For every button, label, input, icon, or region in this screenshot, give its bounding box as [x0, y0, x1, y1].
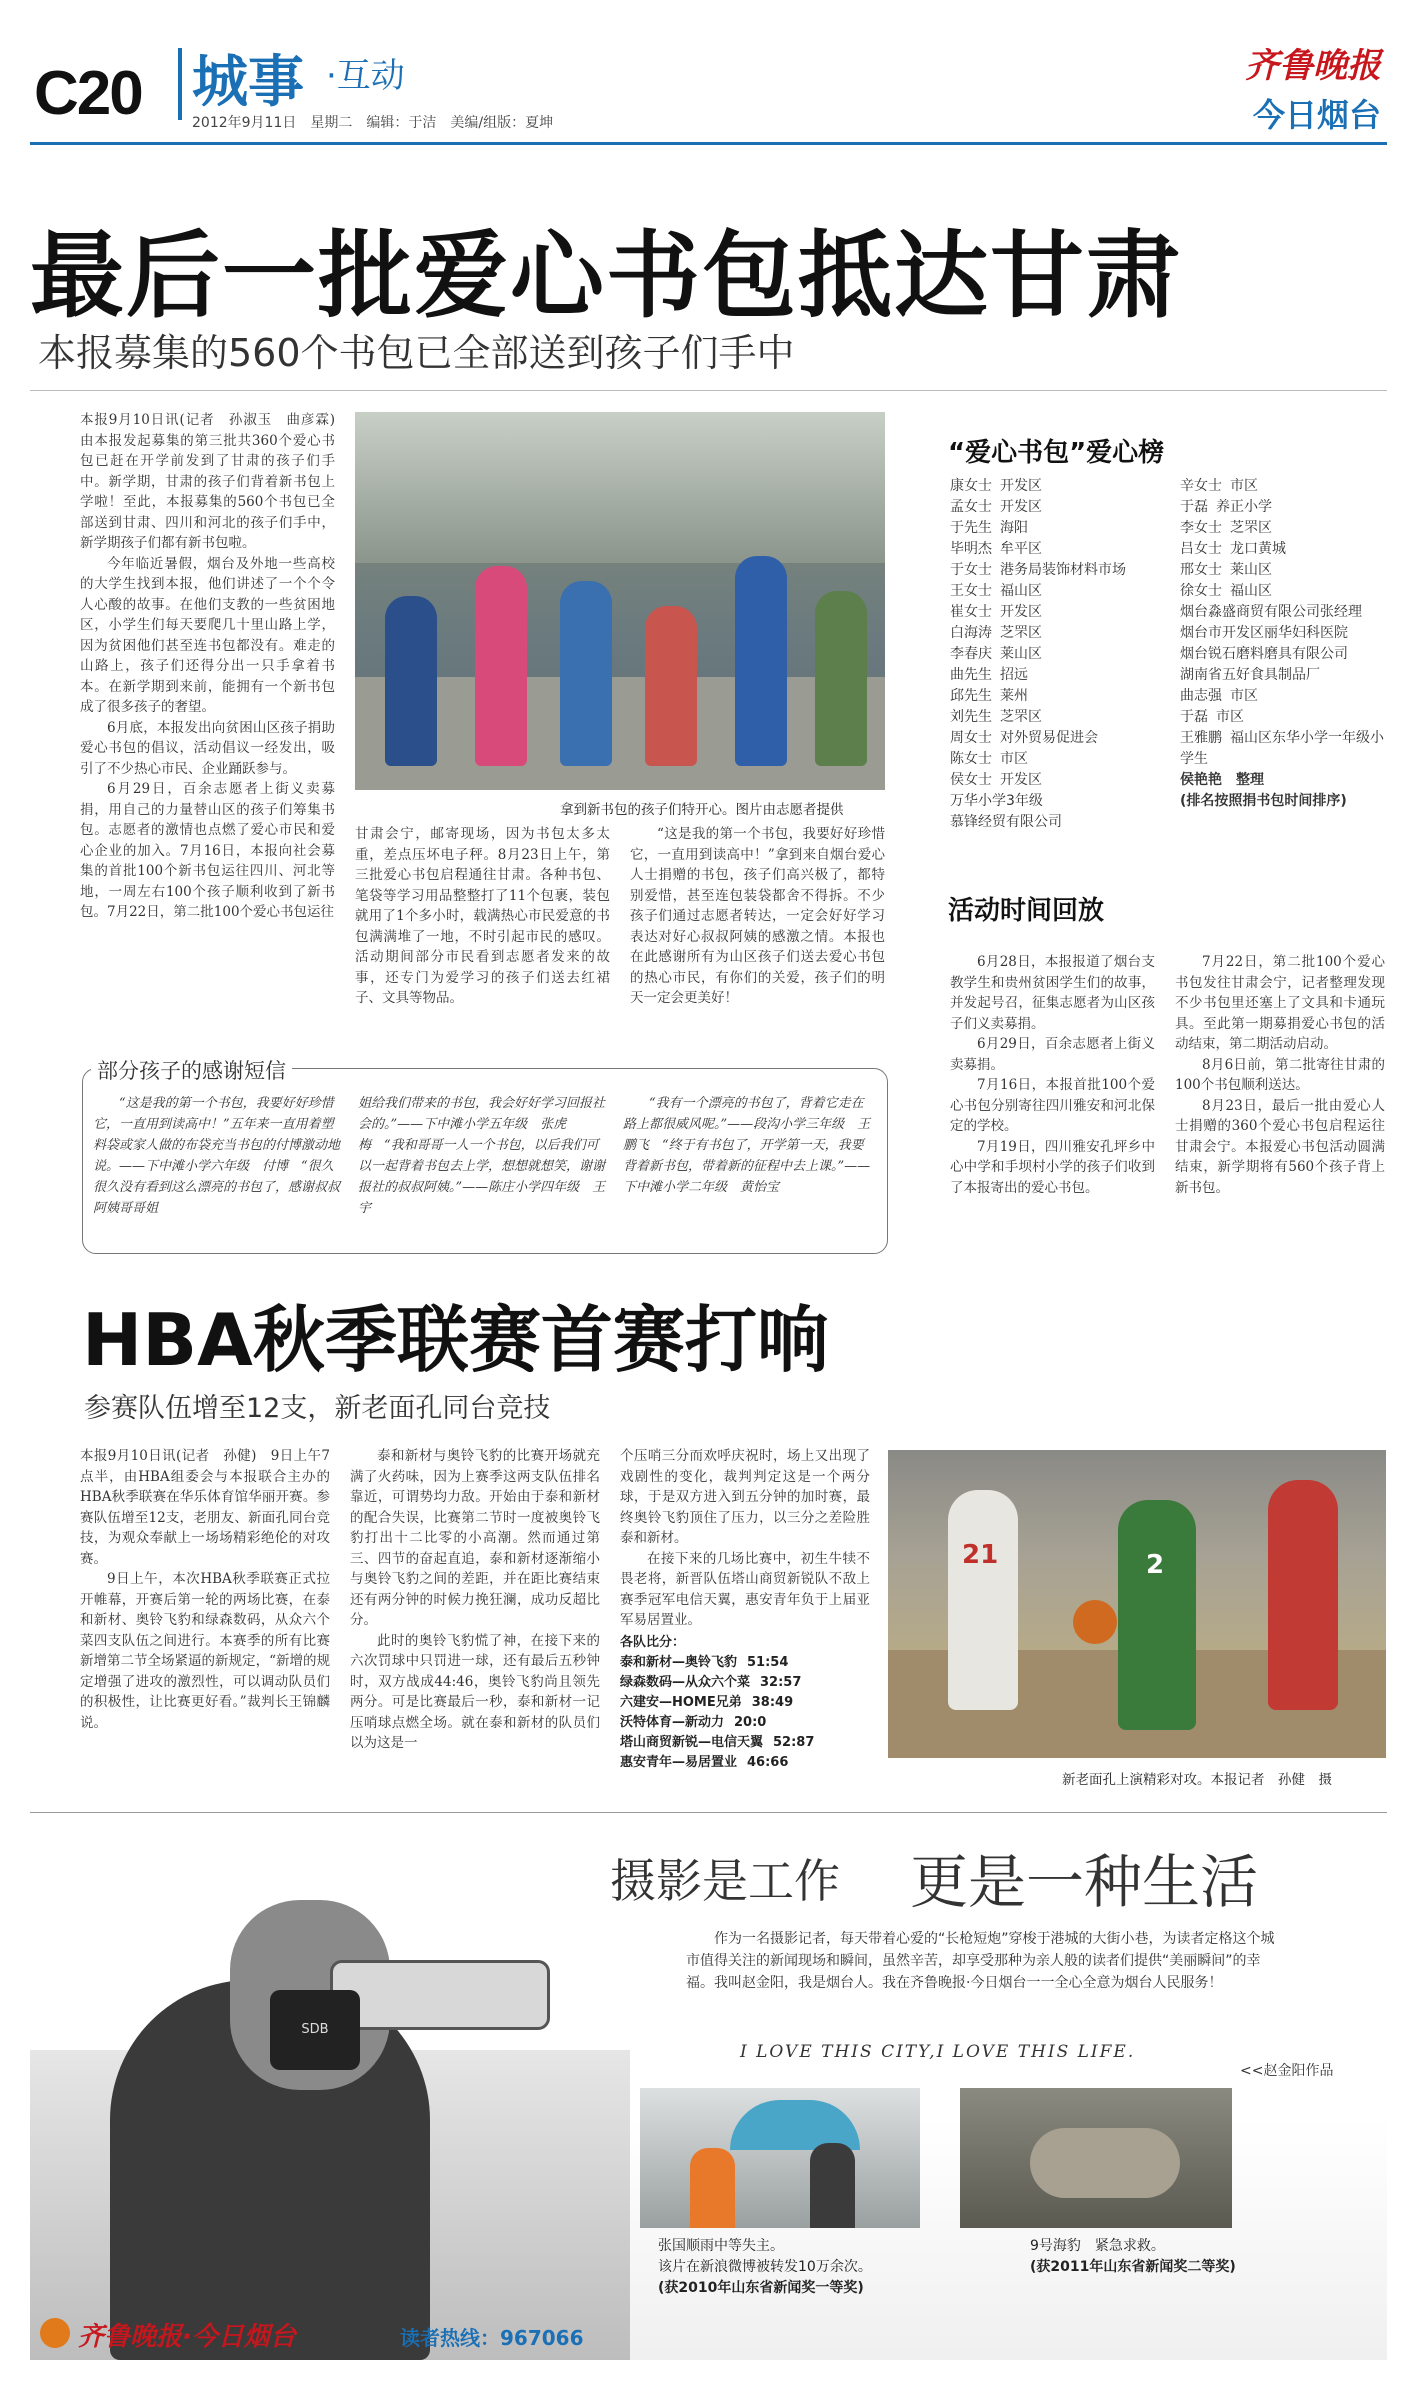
score-row [620, 1653, 870, 1673]
donor-row [950, 770, 1160, 791]
donor-location: 市区 [1216, 709, 1244, 725]
donor-location: 福山区 [1000, 583, 1042, 599]
score-teams: 沃特体育—新动力 [620, 1714, 725, 1730]
story2-para: 在接下来的几场比赛中，初生牛犊不畏老将，新晋队伍塔山商贸新锐队不敌上赛季冠军电信天翼，惠安青年负于上届亚军易居置业。 [620, 1550, 870, 1628]
children-photo-caption: 拿到新书包的孩子们特开心。图片由志愿者提供 [560, 802, 844, 818]
donor-row [1180, 686, 1390, 707]
score-teams: 塔山商贸新锐—电信天翼 [620, 1734, 764, 1750]
donor-row [1180, 644, 1390, 665]
donor-row [950, 560, 1160, 581]
donor-name: 曲先生 [950, 667, 992, 683]
donor-name: 邢女士 [1180, 562, 1222, 578]
donor-row [950, 749, 1160, 770]
story2-headline: HBA秋季联赛首赛打响 [82, 1298, 829, 1382]
score-value: 20:0 [734, 1714, 767, 1730]
story2-para: 此时的奥铃飞豹慌了神，在接下来的六次罚球中只罚进一球，还有最后五秒钟时，双方战成44:46，奥铃飞豹尚且领先两分。可是比赛最后一秒，泰和新材一记压哨球点燃全场。就在泰和新材的队员们以为这是一 [350, 1632, 600, 1751]
rain-caption [658, 2236, 872, 2299]
donor-name: 曲志强 [1180, 688, 1222, 704]
header-rule [30, 142, 1387, 145]
timeline-entry: 7月16日，本报首批100个爱心书包分别寄往四川雅安和河北保定的学校。 [950, 1077, 1155, 1134]
donor-row [950, 623, 1160, 644]
section-title: 城事 [192, 50, 304, 115]
header-divider [178, 48, 182, 120]
timeline-entry: 6月28日，本报报道了烟台支教学生和贵州贫困学生们的故事，并发起号召，征集志愿者为山区孩子们义卖募捐。 [950, 954, 1155, 1032]
donor-location: 芝罘区 [1230, 520, 1272, 536]
donor-row [950, 476, 1160, 497]
timeline-col-2 [1175, 952, 1385, 1198]
score-row [620, 1693, 870, 1713]
donor-name: 烟台市开发区丽华妇科医院 [1180, 625, 1348, 641]
thanks-message: 姐给我们带来的书包，我会好好学习回报社会的。”——下中滩小学五年级 张虎梅 “我和哥哥一人一个书包，以后我们可以一起背着书包去上学，想想就想笑，谢谢报社的叔叔阿姨。”——陈庄小学四年级 王宇 [358, 1096, 606, 1216]
donor-name: 于女士 [950, 562, 992, 578]
score-row [620, 1673, 870, 1693]
donor-location: 福山区 [1230, 583, 1272, 599]
story2-para: 9日上午，本次HBA秋季联赛正式拉开帷幕，开赛后第一轮的两场比赛，在泰和新材、奥铃飞豹和绿森数码，从众六个菜四支队伍之间进行。本赛季的所有比赛新增第二节全场紧逼的新规定，“新增的规定增强了进攻的激烈性，可以调动队员们的积极性，让比赛更好看。”裁判长王锦麟说。 [80, 1571, 330, 1731]
donors-note: (排名按照捐书包时间排序) [1180, 793, 1347, 809]
thanks-message: “我有一个漂亮的书包了，背着它走在路上都很威风呢。”——段沟小学三年级 王鹏飞 “终于有书包了，开学第一天，我要背着新书包，带着新的征程中去上课。”——下中滩小学二年级 黄怡宝 [623, 1096, 871, 1195]
donor-name: 徐女士 [1180, 583, 1222, 599]
donor-name: 于先生 [950, 520, 992, 536]
children-photo [355, 412, 885, 790]
score-row [620, 1753, 870, 1773]
donor-name: 邱先生 [950, 688, 992, 704]
story2-para: 泰和新材与奥铃飞豹的比赛开场就充满了火药味，因为上赛季这两支队伍排名靠近，可谓势均力敌。开始由于泰和新材的配合失误，比赛第二节时一度被奥铃飞豹打出十二比零的小高潮。然而通过第三、四节的奋起直追，泰和新材逐渐缩小与奥铃飞豹之间的差距，并在距比赛结束还有两分钟的时候力挽狂澜，成功反超比分。 [350, 1448, 600, 1628]
seal-caption-award: (获2011年山东省新闻奖二等奖) [1030, 2259, 1236, 2275]
donor-row [1180, 623, 1390, 644]
donor-location: 市区 [1230, 688, 1258, 704]
score-teams: 绿森数码—从众六个菜 [620, 1674, 751, 1690]
promo-credit: <<赵金阳作品 [1240, 2063, 1334, 2079]
donor-row [950, 707, 1160, 728]
score-value: 52:87 [773, 1734, 815, 1750]
donors-right [1180, 476, 1390, 812]
rain-caption-line: 张国顺雨中等失主。 [658, 2238, 784, 2254]
score-row [620, 1713, 870, 1733]
donor-name: 于磊 [1180, 499, 1208, 515]
donor-name: 侯女士 [950, 772, 992, 788]
score-row [620, 1733, 870, 1753]
story1-para: 甘肃会宁，邮寄现场，因为书包太多太重，差点压坏电子秤。8月23日上午，第三批爱心书包启程通往甘肃。各种书包、笔袋等学习用品整整打了11个包裹，装包就用了1个多小时，载满热心市民爱意的书包满满堆了一地，不时引起市民的感叹。活动期间部分市民看到志愿者发来的故事，还专门为爱学习的孩子们送去红裙子、文具等物品。 [355, 826, 610, 1006]
jersey-number: 2 [1146, 1550, 1165, 1580]
donor-name: 王女士 [950, 583, 992, 599]
basketball [1073, 1600, 1117, 1644]
promo-rule [30, 1812, 1387, 1813]
story1-para: 本报9月10日讯(记者 孙淑玉 曲彦霖) 由本报发起募集的第三批共360个爱心书包已赶在开学前发到了甘肃的孩子们手中。新学期，甘肃的孩子们背着新书包上学啦！至此，本报募集的560个书包已全部送到甘肃、四川和河北的孩子们手中，新学期孩子们都有新书包啦。 [80, 412, 349, 551]
donor-location: 市区 [1000, 751, 1028, 767]
story2-column-3 [620, 1446, 870, 1773]
score-teams: 泰和新材—奥铃飞豹 [620, 1654, 738, 1670]
score-teams: 惠安青年—易居置业 [620, 1754, 738, 1770]
donor-name: 辛女士 [1180, 478, 1222, 494]
story1-para: 6月29日，百余志愿者上街义卖募捐，用自己的力量替山区的孩子们筹集书包。志愿者的激情也点燃了爱心市民和爱心企业的加入。7月16日，本报向社会募集的首批100个新书包运往四川、河北等地，一周左右100个孩子顺利收到了新书包。7月22日，第二批100个爱心书包运往 [80, 781, 335, 920]
donor-row [950, 812, 1160, 833]
thanks-message: “这是我的第一个书包，我要好好珍惜它，一直用到读高中！”五年来一直用着塑料袋或家人做的布袋充当书包的付博激动地说。——下中滩小学六年级 付博 “很久很久没有看到这么漂亮的书包了，感谢叔叔阿姨哥哥姐 [93, 1096, 341, 1216]
donor-location: 龙口黄城 [1230, 541, 1286, 557]
donor-name: 吕女士 [1180, 541, 1222, 557]
donor-location: 开发区 [1000, 499, 1042, 515]
story1-column-2 [355, 824, 610, 1009]
donor-name: 孟女士 [950, 499, 992, 515]
story1-para: “这是我的第一个书包，我要好好珍惜它，一直用到读高中！”拿到来自烟台爱心人士捐赠的书包，孩子们高兴极了，都特别爱惜，甚至连包装袋都舍不得拆。不少孩子们通过志愿者转达，一定会好好学习表达对好心叔叔阿姨的感激之情。本报也在此感谢所有为山区孩子们送去爱心书包的热心市民，有你们的关爱，孩子们的明天一定会更美好！ [630, 826, 885, 1006]
seal-caption-line: 9号海豹 紧急求救。 [1030, 2238, 1165, 2254]
story2-column-1 [80, 1446, 330, 1733]
camera-lens [330, 1960, 550, 2030]
donor-row [1180, 539, 1390, 560]
donor-location: 莱山区 [1230, 562, 1272, 578]
rain-caption-line: 该片在新浪微博被转发10万余次。 [658, 2259, 872, 2275]
seal-photo [960, 2088, 1232, 2228]
donor-name: 慕锋经贸有限公司 [950, 814, 1062, 830]
donor-name: 崔女士 [950, 604, 992, 620]
newspaper-logo: 齐鲁晚报 [1245, 46, 1381, 86]
basketball-photo-caption: 新老面孔上演精彩对攻。本报记者 孙健 摄 [1062, 1772, 1332, 1788]
timeline-entry: 6月29日，百余志愿者上街义卖募捐。 [950, 1036, 1155, 1073]
reader-hotline: 读者热线：967066 [400, 2326, 584, 2350]
donor-location: 港务局装饰材料市场 [1000, 562, 1126, 578]
donor-location: 牟平区 [1000, 541, 1042, 557]
donor-name: 白海涛 [950, 625, 992, 641]
promo-slogan: I LOVE THIS CITY,I LOVE THIS LIFE. [740, 2042, 1136, 2062]
donor-row [950, 791, 1160, 812]
story1-headline: 最后一批爱心书包抵达甘肃 [30, 222, 1183, 331]
story1-para: 今年临近暑假，烟台及外地一些高校的大学生找到本报，他们讲述了一个个令人心酸的故事。在他们支教的一些贫困地区，小学生们每天要爬几十里山路上学，因为贫困他们甚至连书包都没有。难走的山路上，孩子们还得分出一只手拿着书本。在新学期到来前，能拥有一个新书包成了很多孩子的奢望。 [80, 555, 335, 715]
header-meta: 2012年9月11日 星期二 编辑：于洁 美编/组版：夏坤 [192, 115, 554, 131]
donor-name: 万华小学3年级 [950, 793, 1043, 809]
donor-location: 福山区东华小学一年级小学生 [1180, 730, 1384, 767]
promo-title-2: 更是一种生活 [910, 1848, 1259, 1916]
score-value: 46:66 [747, 1754, 789, 1770]
timeline-col-1 [950, 952, 1155, 1198]
donor-row [1180, 497, 1390, 518]
donor-row [950, 497, 1160, 518]
donor-location: 对外贸易促进会 [1000, 730, 1098, 746]
donor-row [950, 518, 1160, 539]
donor-row [1180, 560, 1390, 581]
thanks-messages-box [82, 1059, 888, 1254]
edition-name: 今日烟台 [1252, 96, 1381, 134]
donor-location: 海阳 [1000, 520, 1028, 536]
scores-title: 各队比分： [620, 1634, 686, 1650]
thanks-messages-title: 部分孩子的感谢短信 [91, 1055, 292, 1085]
donor-row [1180, 728, 1390, 770]
donor-name: 刘先生 [950, 709, 992, 725]
promo-title-1: 摄影是工作 [610, 1854, 840, 1908]
timeline-entry: 7月22日，第二批100个爱心书包发往甘肃会宁，记者整理发现不少书包里还塞上了文具和卡通玩具。至此第一期募捐爱心书包的活动结束，第二期活动启动。 [1175, 954, 1385, 1052]
donor-location: 芝罘区 [1000, 709, 1042, 725]
basketball-photo [888, 1450, 1386, 1758]
seal-caption [1030, 2236, 1236, 2278]
donor-name: 康女士 [950, 478, 992, 494]
rain-photo [640, 2088, 920, 2228]
footer-logo-icon [40, 2318, 70, 2348]
story2-para: 个压哨三分而欢呼庆祝时，场上又出现了戏剧性的变化，裁判判定这是一个两分球，于是双方进入到五分钟的加时赛，最终奥铃飞豹顶住了压力，以三分之差险胜泰和新材。 [620, 1448, 870, 1546]
timeline-entry: 8月6日前，第二批寄往甘肃的100个书包顺利送达。 [1175, 1056, 1385, 1093]
donor-row [950, 644, 1160, 665]
story2-column-2 [350, 1446, 600, 1754]
score-teams: 六建安—HOME兄弟 [620, 1694, 742, 1710]
donor-name: 陈女士 [950, 751, 992, 767]
donor-location: 莱州 [1000, 688, 1028, 704]
donor-row [1180, 602, 1390, 623]
story1-column-3 [630, 824, 885, 1009]
story2-subheadline: 参赛队伍增至12支，新老面孔同台竞技 [84, 1393, 551, 1424]
story1-subheadline: 本报募集的560个书包已全部送到孩子们手中 [38, 331, 795, 375]
donor-location: 莱山区 [1000, 646, 1042, 662]
donor-row [1180, 581, 1390, 602]
donor-name: 周女士 [950, 730, 992, 746]
jersey-number: 21 [962, 1540, 999, 1570]
donor-name: 烟台锐石磨料磨具有限公司 [1180, 646, 1348, 662]
donor-location: 养正小学 [1216, 499, 1272, 515]
donor-row [950, 581, 1160, 602]
camera-body: SDB [270, 1990, 360, 2070]
story1-para: 6月底，本报发出向贫困山区孩子捐助爱心书包的倡议，活动倡议一经发出，吸引了不少热心市民、企业踊跃参与。 [80, 719, 335, 777]
score-value: 51:54 [747, 1654, 789, 1670]
story1-column-1 [80, 410, 349, 923]
timeline-title: 活动时间回放 [948, 896, 1105, 926]
timeline-entry: 7月19日，四川雅安孔坪乡中心中学和手坝村小学的孩子们收到了本报寄出的爱心书包。 [950, 1138, 1155, 1196]
donors-title: “爱心书包”爱心榜 [948, 438, 1165, 468]
story1-rule [30, 390, 1387, 391]
page-number: C20 [34, 59, 142, 128]
score-value: 32:57 [760, 1674, 802, 1690]
donor-name: 李女士 [1180, 520, 1222, 536]
donor-location: 开发区 [1000, 478, 1042, 494]
donor-row [950, 539, 1160, 560]
donor-location: 招远 [1000, 667, 1028, 683]
donor-name: 李春庆 [950, 646, 992, 662]
score-value: 38:49 [751, 1694, 794, 1710]
donor-row [1180, 707, 1390, 728]
donors-editor: 侯艳艳 整理 [1180, 772, 1264, 788]
donor-row [1180, 665, 1390, 686]
donor-row [1180, 476, 1390, 497]
donor-location: 芝罘区 [1000, 625, 1042, 641]
donor-name: 烟台淼盛商贸有限公司张经理 [1180, 604, 1362, 620]
donor-name: 湖南省五好食具制品厂 [1180, 667, 1320, 683]
footer-logo: 齐鲁晚报·今日烟台 [78, 2322, 296, 2352]
promo-body: 作为一名摄影记者，每天带着心爱的“长枪短炮”穿梭于港城的大街小巷，为读者定格这个城市值得关注的新闻现场和瞬间，虽然辛苦，却享受那种为亲人般的读者们提供“美丽瞬间”的幸福。我叫赵金阳，我是烟台人。我在齐鲁晚报·今日烟台一一全心全意为烟台人民服务！ [686, 1931, 1275, 1991]
donor-name: 于磊 [1180, 709, 1208, 725]
donor-row [950, 665, 1160, 686]
donors-left [950, 476, 1160, 833]
donor-name: 王雅鹏 [1180, 730, 1222, 746]
story2-para: 本报9月10日讯(记者 孙健) 9日上午7点半，由HBA组委会与本报联合主办的HBA秋季联赛在华乐体育馆华丽开赛。参赛队伍增至12支，老朋友、新面孔同台竞技，为观众奉献上一场场精彩绝伦的对攻赛。 [80, 1448, 330, 1567]
donor-name: 毕明杰 [950, 541, 992, 557]
rain-caption-award: (获2010年山东省新闻奖一等奖) [658, 2280, 864, 2296]
donor-row [950, 728, 1160, 749]
timeline-entry: 8月23日，最后一批由爱心人士捐赠的360个爱心书包启程运往甘肃会宁。本报爱心书包活动圆满结束，新学期将有560个孩子背上新书包。 [1175, 1097, 1385, 1196]
donor-row [950, 686, 1160, 707]
donor-location: 开发区 [1000, 772, 1042, 788]
donor-location: 开发区 [1000, 604, 1042, 620]
donor-row [1180, 518, 1390, 539]
donor-location: 市区 [1230, 478, 1258, 494]
donor-row [950, 602, 1160, 623]
subsection-title: ·互动 [326, 56, 405, 96]
